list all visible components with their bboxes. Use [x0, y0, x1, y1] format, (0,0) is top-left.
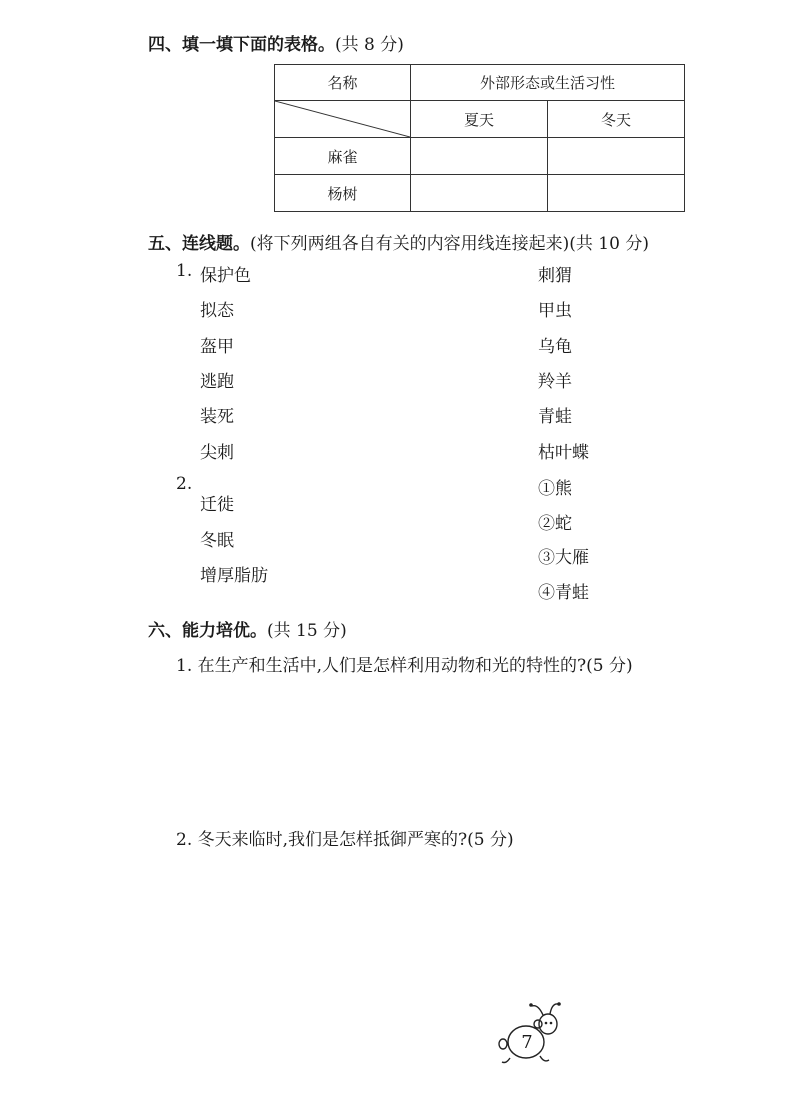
match-right-item[interactable]: ①熊: [538, 479, 572, 499]
match-right-item[interactable]: 青蛙: [538, 407, 572, 427]
match-left-item[interactable]: 保护色: [200, 266, 251, 286]
match-left-item[interactable]: 拟态: [200, 301, 234, 321]
section6-title: 六、能力培优。: [148, 621, 267, 641]
table-cell-blank[interactable]: [548, 138, 685, 175]
group1-number: 1.: [176, 261, 193, 281]
page-number-badge: [492, 1000, 572, 1070]
match-left-item[interactable]: 装死: [200, 407, 234, 427]
table-cell-blank[interactable]: [548, 175, 685, 212]
question-2: 2. 冬天来临时,我们是怎样抵御严寒的?(5 分): [176, 830, 514, 850]
question-1: 1. 在生产和生活中,人们是怎样利用动物和光的特性的?(5 分): [176, 656, 633, 676]
match-right-item[interactable]: ②蛇: [538, 514, 572, 534]
section6-score: (共 15 分): [267, 621, 347, 641]
match-left-item[interactable]: 迁徙: [200, 495, 234, 515]
section5-title: 五、连线题。: [148, 234, 250, 254]
table-row-label: 杨树: [275, 175, 411, 212]
match-right-item[interactable]: 乌龟: [538, 337, 572, 357]
table-cell-blank[interactable]: [411, 175, 548, 212]
section4-score: (共 8 分): [335, 35, 404, 55]
table-header-feature: 外部形态或生活习性: [411, 65, 685, 101]
section4-heading: [148, 30, 404, 55]
match-left-item[interactable]: 尖刺: [200, 443, 234, 463]
table-header-summer: 夏天: [411, 101, 548, 138]
table-header-name: 名称: [275, 65, 411, 101]
match-left-item[interactable]: 逃跑: [200, 372, 234, 392]
table-diagonal-cell: [275, 101, 411, 138]
table-row-label: 麻雀: [275, 138, 411, 175]
section5-instruction: (将下列两组各自有关的内容用线连接起来)(共 10 分): [250, 234, 649, 254]
group2-number: 2.: [176, 474, 193, 494]
match-left-item[interactable]: 盔甲: [200, 337, 234, 357]
match-right-item[interactable]: 羚羊: [538, 372, 572, 392]
section5-heading: [148, 229, 649, 254]
table-cell-blank[interactable]: [411, 138, 548, 175]
diagonal-line: [275, 101, 410, 137]
match-right-item[interactable]: ④青蛙: [538, 583, 589, 603]
match-left-item[interactable]: 冬眠: [200, 531, 234, 551]
section4-title: 四、填一填下面的表格。: [148, 35, 335, 55]
match-right-item[interactable]: 枯叶蝶: [538, 443, 589, 463]
match-left-item[interactable]: 增厚脂肪: [200, 566, 268, 586]
match-right-item[interactable]: ③大雁: [538, 548, 589, 568]
match-right-item[interactable]: 甲虫: [538, 301, 572, 321]
page-number: 7: [521, 1032, 533, 1053]
fill-table: [274, 64, 685, 212]
table-header-winter: 冬天: [548, 101, 685, 138]
match-right-item[interactable]: 刺猬: [538, 266, 572, 286]
section6-heading: [148, 616, 347, 641]
